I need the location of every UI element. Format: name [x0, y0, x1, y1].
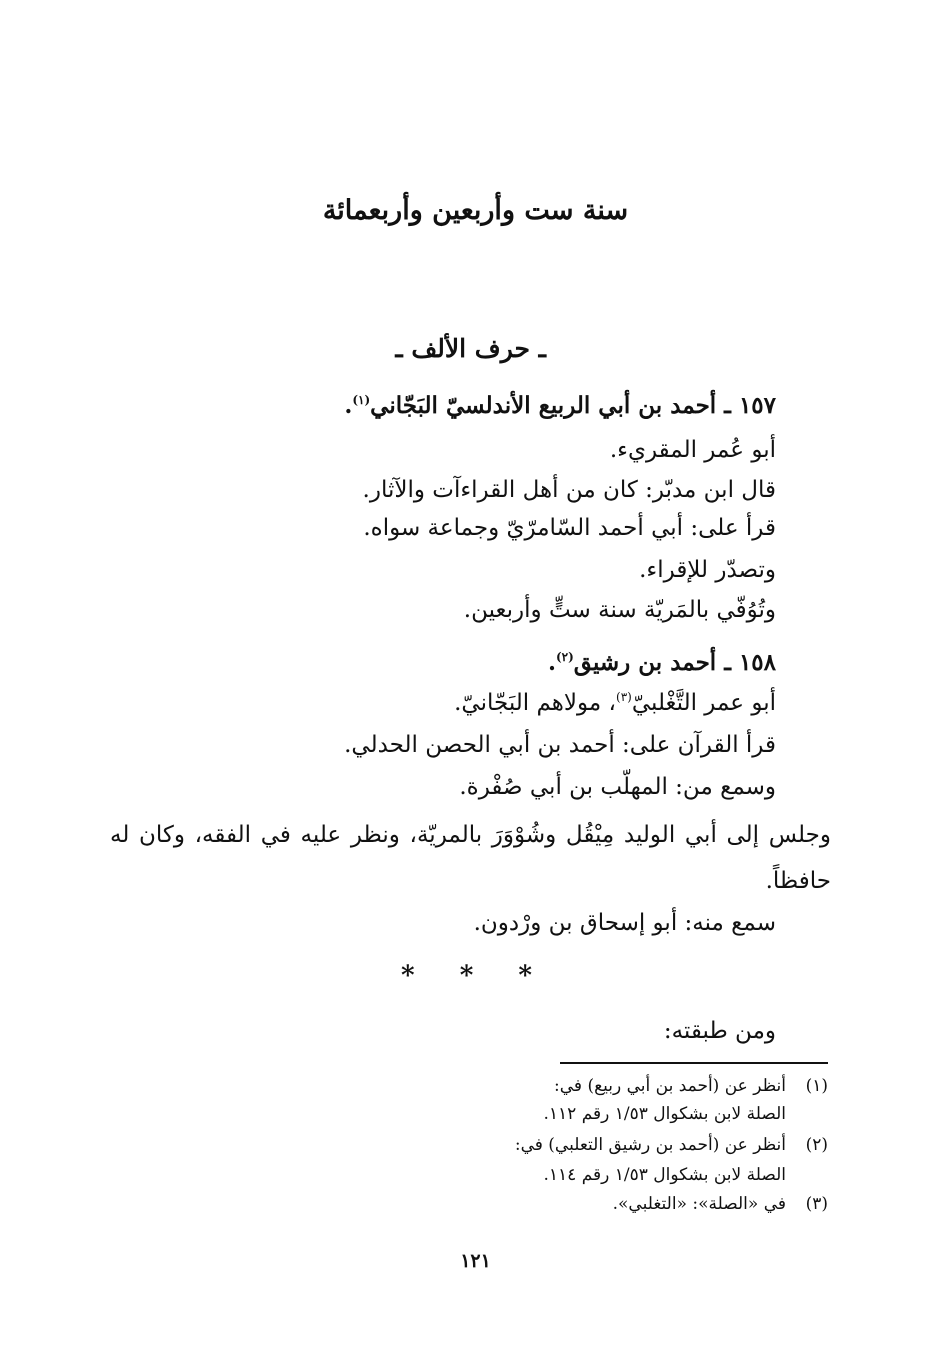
entry-line-part: أبو عمر التَّغْلبيّ	[631, 690, 776, 716]
entry-heading-text: ١٥٧ ـ أحمد بن أبي الربيع الأندلسيّ البَجّاني	[370, 392, 776, 419]
entry-line: وسمع من: المهلّب بن أبي صُفْرة.	[459, 774, 776, 800]
entry-heading-end: .	[547, 649, 556, 676]
entry-long-line: وجلس إلى أبي الوليد مِيْقُل وشُوْوَرَ بالمريّة، ونظر عليه في الفقه، وكان له حافظاً.	[110, 822, 831, 894]
footnote-ref: (٢)	[555, 650, 574, 664]
footnote-ref: (١)	[352, 393, 371, 407]
tabaqa-line: ومن طبقته:	[663, 1018, 776, 1044]
entry-line: قرأ على: أبي أحمد السّامرّيّ وجماعة سواه.	[363, 515, 776, 541]
entry-line: أبو عُمر المقريء.	[609, 437, 776, 463]
section-separator: * * *	[401, 961, 550, 991]
footnote-text: الصلة لابن بشكوال ١/٥٣ رقم ١١٤.	[543, 1165, 786, 1185]
section-heading: ـ حرف الألف ـ	[395, 334, 546, 363]
page-number: ١٢١	[460, 1250, 491, 1272]
footnote-number: (٣)	[805, 1194, 828, 1214]
entry-heading-text: ١٥٨ ـ أحمد بن رشيق	[573, 649, 776, 676]
entry-line: قال ابن مدبّر: كان من أهل القراءآت والآثار.	[362, 477, 776, 503]
entry-line-part: ، مولاهم البَجّانيّ.	[454, 690, 616, 716]
footnote-divider	[560, 1062, 828, 1064]
entry-158-heading	[548, 649, 776, 676]
footnote-text: أنظر عن (أحمد بن أبي ربيع) في:	[554, 1076, 786, 1096]
footnote-number: (١)	[805, 1076, 828, 1096]
page-title: سنة ست وأربعين وأربعمائة	[322, 195, 629, 226]
footnote-text: في «الصلة»: «التغلبي».	[612, 1194, 786, 1214]
entry-line	[454, 690, 776, 716]
entry-heading-end: .	[344, 392, 353, 419]
entry-line: قرأ القرآن على: أحمد بن أبي الحصن الحدلي.	[344, 732, 776, 758]
entry-line: وتصدّر للإقراء.	[639, 557, 776, 583]
entry-157-heading	[344, 392, 776, 419]
entry-line: وتُوُفّي بالمَريّة سنة ستٍّ وأربعين.	[463, 597, 776, 623]
footnote-1	[554, 1076, 828, 1096]
entry-line: سمع منه: أبو إسحاق بن ورْدون.	[473, 910, 776, 936]
footnote-text: الصلة لابن بشكوال ١/٥٣ رقم ١١٢.	[543, 1104, 786, 1124]
footnote-text: أنظر عن (أحمد بن رشيق التعلبي) في:	[514, 1135, 786, 1155]
footnote-2	[515, 1135, 828, 1155]
footnote-3	[613, 1194, 828, 1214]
footnote-ref: (٣)	[616, 690, 632, 704]
footnote-number: (٢)	[805, 1135, 828, 1155]
